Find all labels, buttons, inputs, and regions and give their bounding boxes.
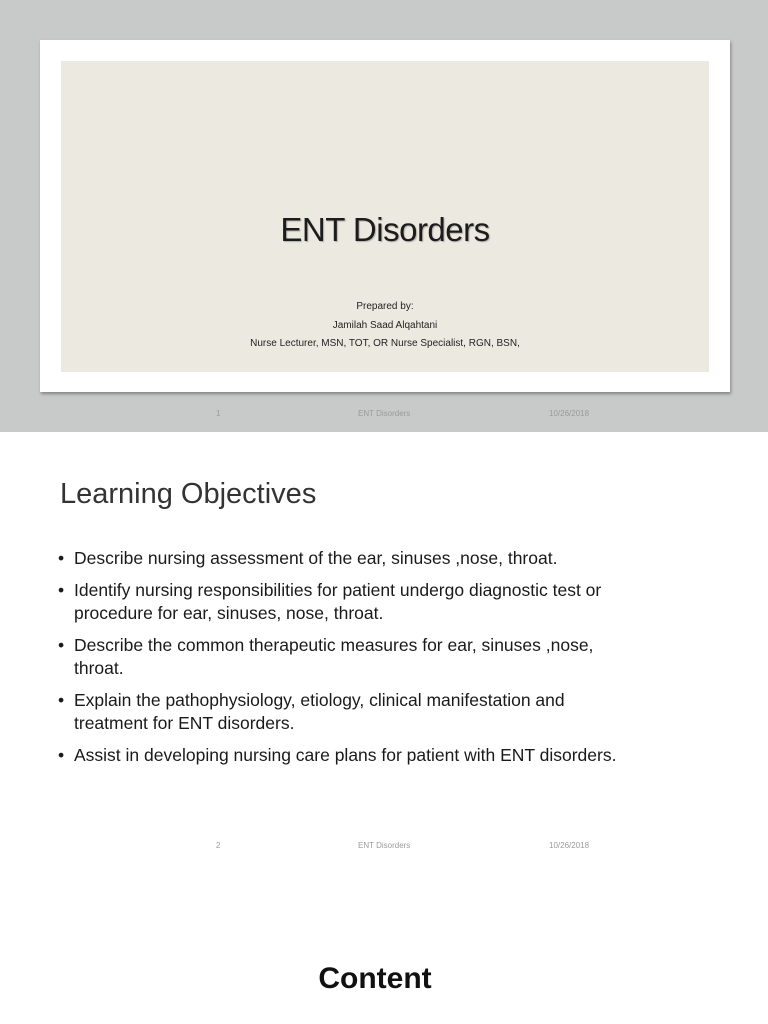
footer-title: ENT Disorders [358,409,411,418]
footer-title: ENT Disorders [358,841,411,850]
author-credentials: Nurse Lecturer, MSN, TOT, OR Nurse Specialist, RGN, BSN, [250,338,520,349]
bullet-icon: • [58,745,65,765]
objective-item [58,634,728,680]
footer-date: 10/26/2018 [549,841,590,850]
slide-3-title: Content [318,962,432,995]
objective-text-line: procedure for ear, sinuses, nose, throat. [74,603,384,623]
slide-1-background [0,0,768,432]
slide-2-title: Learning Objectives [60,478,317,510]
bullet-icon: • [58,548,65,568]
bullet-icon: • [58,635,65,655]
objective-text-line: throat. [74,658,124,678]
bullet-icon: • [58,580,65,600]
prepared-label: Prepared by: [356,301,414,312]
objective-item [58,579,728,625]
slide-number: 2 [216,841,221,850]
slide-1 [40,40,730,392]
author-name: Jamilah Saad Alqahtani [332,320,438,331]
objective-text-line: treatment for ENT disorders. [74,713,295,733]
slide-number: 1 [216,409,221,418]
objective-text-line: Describe the common therapeutic measures for ear, sinuses ,nose, [74,635,594,655]
objective-text-line: Describe nursing assessment of the ear, sinuses ,nose, throat. [74,548,558,568]
objective-text-line: Identify nursing responsibilities for patient undergo diagnostic test or [74,580,602,600]
footer-date: 10/26/2018 [549,409,590,418]
objective-text-line: Explain the pathophysiology, etiology, clinical manifestation and [74,690,565,710]
slide-1-title: ENT Disorders [280,211,490,248]
bullet-icon: • [58,690,65,710]
objective-item [58,689,728,735]
objectives-list [58,547,728,776]
slide-1-content [61,61,709,372]
objective-item [58,744,728,767]
objective-text-line: Assist in developing nursing care plans for patient with ENT disorders. [74,745,617,765]
objective-item [58,547,728,570]
